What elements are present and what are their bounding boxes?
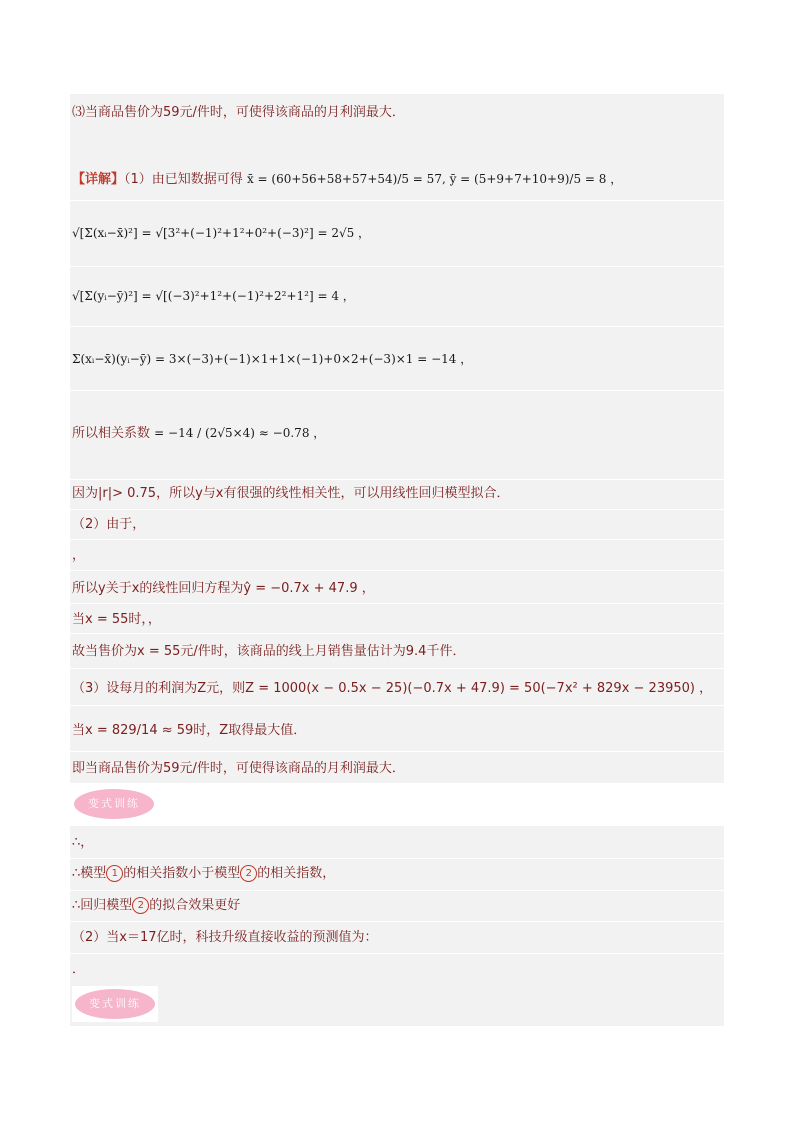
- max-when: 当x = 829/14 ≈ 59时，Z取得最大值．: [72, 723, 307, 738]
- separator: [70, 539, 724, 540]
- sx-formula: √[Σ(xᵢ−x̄)²] = √[3²+(−1)²+1²+0²+(−3)²] = 2√5 ，: [72, 226, 371, 240]
- therefore-comma: ∴，: [72, 835, 94, 850]
- separator: [70, 266, 724, 267]
- regression-line: 所以y关于x的线性回归方程为ŷ = −0.7x + 47.9 ，: [72, 581, 375, 596]
- separator: [70, 603, 724, 604]
- detail-tag: 【详解】: [72, 172, 125, 187]
- separator: [70, 858, 724, 859]
- variant-panel: [70, 826, 724, 1026]
- separator: [70, 479, 724, 480]
- circle-two-icon: 2: [132, 897, 149, 914]
- part3-line: （3）设每月的利润为Z元，则Z = 1000(x − 0.5x − 25)(−0.7x + 47.9) = 50(−7x² + 829x − 23950) ，: [72, 681, 713, 696]
- sxy-formula: Σ(xᵢ−x̄)(yᵢ−ȳ) = 3×(−3)+(−1)×1+1×(−1)+0×2+(−3)×1 = −14 ，: [72, 352, 473, 366]
- better-fit: ∴回归模型 2 的拟合效果更好: [72, 898, 241, 913]
- when-x55: 当x = 55时，，: [72, 612, 161, 627]
- detail-line: [72, 166, 622, 192]
- circle-two-icon: 2: [240, 865, 257, 882]
- sy-formula: √[Σ(yᵢ−ȳ)²] = √[(−3)²+1²+(−1)²+2²+1²] = 4 ，: [72, 289, 355, 303]
- comma-line: ，: [72, 548, 86, 563]
- estimate-line: 故当售价为x = 55元/件时，该商品的线上月销售量估计为9.4千件．: [72, 644, 466, 659]
- separator: [70, 326, 724, 327]
- strong-correlation: 因为|r|> 0.75，所以y与x有很强的线性相关性，可以用线性回归模型拟合．: [72, 486, 510, 501]
- separator: [70, 890, 724, 891]
- r-line: [72, 424, 325, 443]
- mean-formula: x̄ = (60+56+58+57+54)/5 = 57, ȳ = (5+9+7+10+9)/5 = 8 ，: [246, 172, 623, 186]
- separator: [70, 751, 724, 752]
- part2-label: （2）由于，: [72, 517, 146, 532]
- part1-label: （1）由已知数据可得: [124, 172, 243, 187]
- variant-training-badge: 变式训练: [74, 789, 154, 819]
- separator: [70, 668, 724, 669]
- separator: [70, 705, 724, 706]
- r-value: = −14 / (2√5×4) ≈ −0.78 ，: [154, 426, 326, 440]
- separator: [70, 570, 724, 571]
- separator: [70, 633, 724, 634]
- separator: [70, 200, 724, 201]
- circle-one-icon: 1: [106, 865, 123, 882]
- variant-training-badge-2: 变式训练: [75, 989, 155, 1019]
- conclusion-top: ⑶当商品售价为59元/件时，可使得该商品的月利润最大．: [72, 105, 405, 120]
- conclusion-line: 即当商品售价为59元/件时，可使得该商品的月利润最大．: [72, 761, 405, 776]
- separator: [70, 509, 724, 510]
- compare-line: ∴模型 1 的相关指数小于模型 2 的相关指数，: [72, 866, 336, 881]
- separator: [70, 921, 724, 922]
- separator: [70, 390, 724, 391]
- r-label: 所以相关系数: [72, 426, 151, 441]
- variant-part2: （2）当x＝17亿时，科技升级直接收益的预测值为：: [72, 930, 378, 945]
- dot-line: ．: [72, 962, 86, 977]
- separator: [70, 953, 724, 954]
